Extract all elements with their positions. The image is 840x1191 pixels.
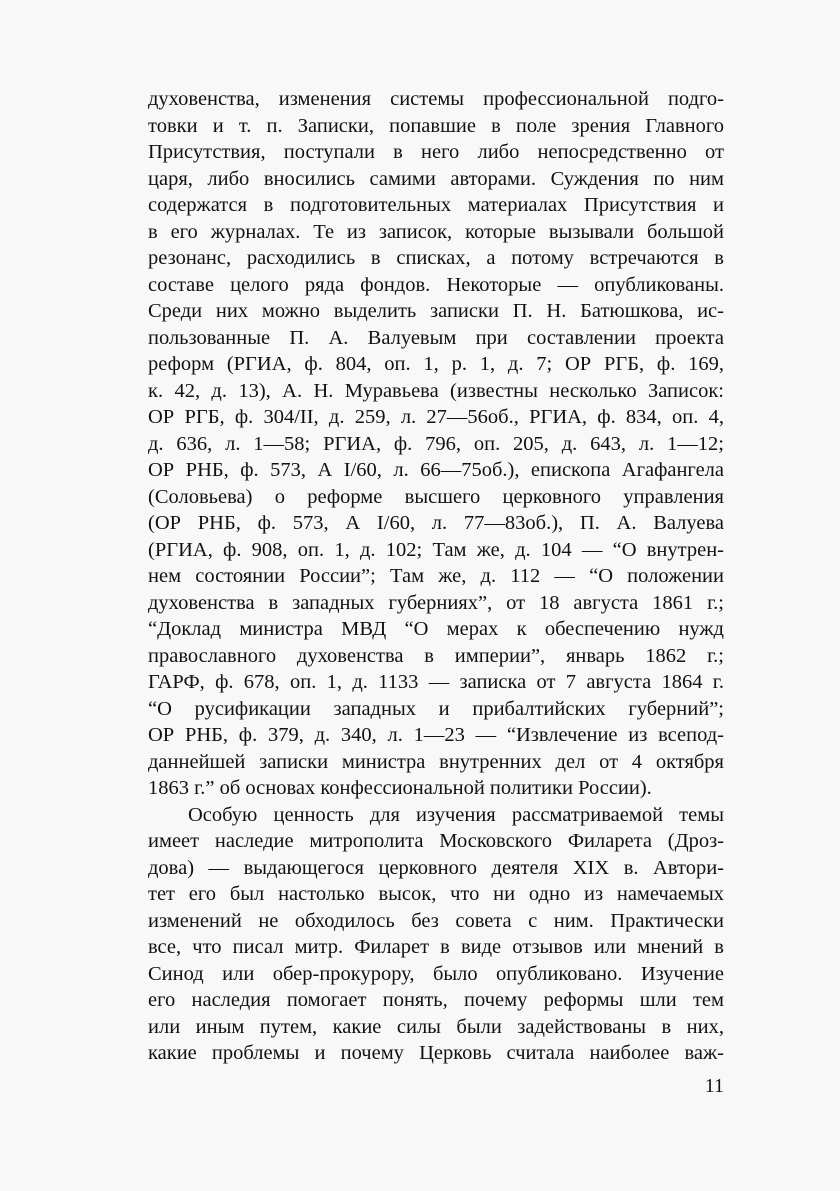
text-line: его наследия помогает понять, почему реформы шли тем [148, 989, 724, 1011]
text-line: пользованные П. А. Валуевым при составлении проекта [148, 326, 724, 349]
text-line: все, что писал митр. Филарет в виде отзывов или мнений в [148, 936, 724, 958]
paragraph-1 [148, 86, 724, 802]
text-line: “О русификации западных и прибалтийских губерний”; [148, 697, 724, 720]
text-line: (Соловьева) о реформе высшего церковного управления [148, 485, 724, 508]
text-line: Присутствия, поступали в него либо непосредственно от [148, 141, 724, 163]
text-line: изменений не обходилось без совета с ним. Практически [148, 909, 724, 932]
text-line: составе целого ряда фондов. Некоторые — опубликованы. [148, 273, 724, 296]
text-line: дова) — выдающегося церковного деятеля XIX в. Автори- [148, 856, 724, 879]
text-line: имеет наследие митрополита Московского Филарета (Дроз- [148, 830, 724, 852]
text-line: духовенства, изменения системы профессиональной подго- [148, 88, 724, 110]
text-line: д. 636, л. 1—58; РГИА, ф. 796, оп. 205, д. 643, л. 1—12; [148, 432, 724, 455]
text-line: к. 42, д. 13), А. Н. Муравьева (известны несколько Записок: [148, 379, 724, 402]
text-line: или иным путем, какие силы были задействованы в них, [148, 1015, 724, 1038]
text-line: какие проблемы и почему Церковь считала наиболее важ- [148, 1042, 724, 1064]
text-line: духовенства в западных губерниях”, от 18 августа 1861 г.; [148, 591, 724, 614]
text-line: ГАРФ, ф. 678, оп. 1, д. 1133 — записка от 7 августа 1864 г. [148, 671, 724, 693]
text-line: резонанс, расходились в списках, а потому встречаются в [148, 247, 724, 269]
text-line: реформ (РГИА, ф. 804, оп. 1, р. 1, д. 7; ОР РГБ, ф. 169, [148, 353, 724, 375]
text-line: даннейшей записки министра внутренних дел от 4 октября [148, 750, 724, 773]
text-line: (ОР РНБ, ф. 573, А I/60, л. 77—83об.), П. А. Валуева [148, 512, 724, 534]
text-line: православного духовенства в империи”, январь 1862 г.; [148, 644, 724, 667]
text-line: Среди них можно выделить записки П. Н. Батюшкова, ис- [148, 300, 724, 322]
page-number: 11 [704, 1075, 724, 1097]
text-line: ОР РНБ, ф. 379, д. 340, л. 1—23 — “Извлечение из всепод- [148, 724, 724, 746]
text-line: Синод или обер-прокурору, было опубликовано. Изучение [148, 962, 724, 985]
text-line: ОР РНБ, ф. 573, А I/60, л. 66—75об.), епископа Агафангела [148, 459, 724, 481]
text-line: нем состоянии России”; Там же, д. 112 — “О положении [148, 565, 724, 587]
text-line: товки и т. п. Записки, попавшие в поле зрения Главного [148, 114, 724, 137]
text-line: “Доклад министра МВД “О мерах к обеспечению нужд [148, 618, 724, 640]
text-line: Особую ценность для изучения рассматриваемой темы [188, 803, 724, 826]
paragraph-2 [148, 802, 724, 1067]
text-line: в его журналах. Те из записок, которые вызывали большой [148, 220, 724, 243]
text-line: 1863 г.” об основах конфессиональной политики России). [148, 777, 652, 799]
text-line: (РГИА, ф. 908, оп. 1, д. 102; Там же, д. 104 — “О внутрен- [148, 538, 724, 561]
text-line: ОР РГБ, ф. 304/II, д. 259, л. 27—56об., РГИА, ф. 834, оп. 4, [148, 406, 724, 428]
body-text [148, 86, 724, 1067]
text-line: тет его был настолько высок, что ни одно из намечаемых [148, 883, 724, 905]
text-line: содержатся в подготовительных материалах Присутствия и [148, 194, 724, 216]
text-line: царя, либо вносились самими авторами. Суждения по ним [148, 167, 724, 190]
